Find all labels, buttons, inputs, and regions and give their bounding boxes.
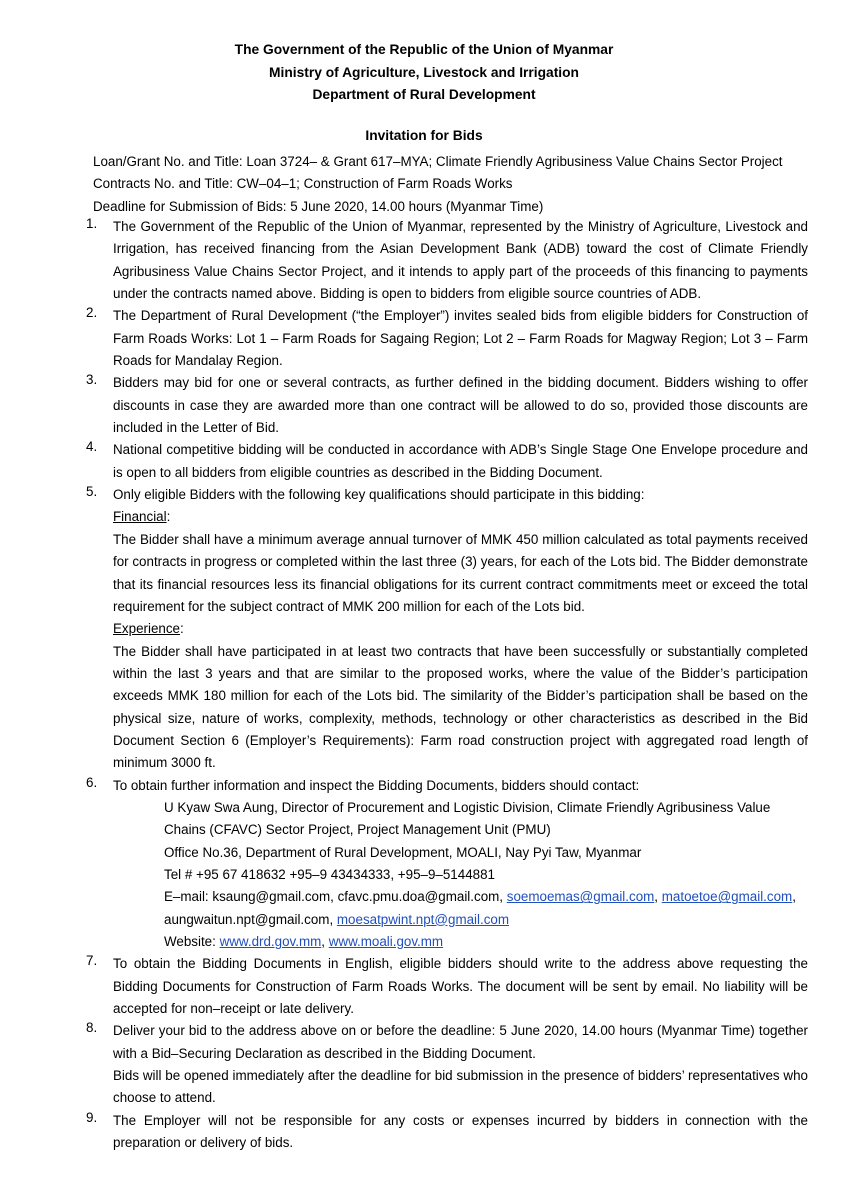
clause-text: The Government of the Republic of the Union of Myanmar, represented by the Ministry of Agriculture, Livestock and Irrigation, has received financing from the Asian Development Bank (ADB) toward the cost of Climate Friendly Agribusiness Value Chains Sector Project, and it intends to apply part of the proceeds of this financing to payments under the contracts named above. Bidding is open to bidders from eligible source countries of ADB. <box>113 219 808 302</box>
contact-block <box>113 797 808 953</box>
clause-number: 9. <box>86 1109 98 1125</box>
experience-label: Experience <box>113 621 180 637</box>
clause-text: Deliver your bid to the address above on or before the deadline: 5 June 2020, 14.00 hours (Myanmar Time) together with a Bid–Securing Declaration as described in the Bidding Document. <box>113 1023 808 1061</box>
financial-label: Financial <box>113 509 167 525</box>
clause-text: National competitive bidding will be conducted in accordance with ADB’s Single Stage One Envelope procedure and is open to all bidders from eligible countries as described in the Bidding Document. <box>113 442 808 480</box>
experience-text: The Bidder shall have participated in at least two contracts that have been successfully or substantially completed within the last 3 years and that are similar to the proposed works, where the value of the Bidder’s participation exceeds MMK 180 million for each of the Lots bid. The similarity of the Bidder’s participation shall be based on the physical size, nature of works, complexity, methods, technology or other characteristics as described in the Bid Document Section 6 (Employer’s Requirements): Farm road construction project with aggregated road length of minimum 3000 ft. <box>113 643 808 771</box>
bid-metadata <box>93 151 813 218</box>
clause-7 <box>80 953 808 1020</box>
clause-3 <box>80 372 808 439</box>
email-prefix: E–mail: ksaung@gmail.com, cfavc.pmu.doa@gmail.com, <box>164 889 507 905</box>
email-link-soemoemas[interactable]: soemoemas@gmail.com <box>506 889 655 905</box>
financial-heading: Financial: <box>113 509 171 525</box>
contact-phone: Tel # +95 67 418632 +95–9 43434333, +95–9–5144881 <box>164 866 495 882</box>
document-header <box>0 39 848 107</box>
website-link-moali[interactable]: www.moali.gov.mm <box>328 934 444 949</box>
clause-number: 1. <box>86 216 98 231</box>
header-department: Department of Rural Development <box>312 87 536 103</box>
website-link-drd[interactable]: www.drd.gov.mm <box>219 934 322 949</box>
clause-number: 4. <box>86 439 98 455</box>
contact-website-line: Website: www.drd.gov.mm, www.moali.gov.mm <box>164 934 444 949</box>
deadline-line: Deadline for Submission of Bids: 5 June 2020, 14.00 hours (Myanmar Time) <box>93 198 544 214</box>
clause-5 <box>80 484 808 774</box>
loan-grant-line: Loan/Grant No. and Title: Loan 3724– & Grant 617–MYA; Climate Friendly Agribusiness Value Chains Sector Project <box>93 154 783 169</box>
contact-unit: Chains (CFAVC) Sector Project, Project Management Unit (PMU) <box>164 822 551 838</box>
contact-email-line-1: E–mail: ksaung@gmail.com, cfavc.pmu.doa@gmail.com, soemoemas@gmail.com, matoetoe@gmail.com, <box>164 889 796 905</box>
clause-text-2: Bids will be opened immediately after the deadline for bid submission in the presence of bidders’ representatives who choose to attend. <box>113 1068 808 1106</box>
clause-number: 2. <box>86 305 98 321</box>
clause-number: 8. <box>86 1020 98 1036</box>
clause-text: To obtain the Bidding Documents in English, eligible bidders should write to the address above requesting the Bidding Documents for Construction of Farm Roads Works. The document will be sent by email. No liability will be accepted for non–receipt or late delivery. <box>113 956 808 1017</box>
clause-4 <box>80 439 808 484</box>
clause-text: Only eligible Bidders with the following key qualifications should participate in this bidding: <box>113 487 645 503</box>
document-title: Invitation for Bids <box>365 128 483 143</box>
header-ministry: Ministry of Agriculture, Livestock and Irrigation <box>269 64 579 80</box>
email-link-moesatpwint[interactable]: moesatpwint.npt@gmail.com <box>336 911 510 927</box>
clause-2 <box>80 305 808 372</box>
clause-list <box>80 216 808 1154</box>
clause-text: The Employer will not be responsible for any costs or expenses incurred by bidders in connection with the preparation or delivery of bids. <box>113 1112 808 1151</box>
clause-text: To obtain further information and inspect the Bidding Documents, bidders should contact: <box>113 777 640 793</box>
contact-email-line-2 <box>164 909 808 931</box>
header-government: The Government of the Republic of the Union of Myanmar <box>234 42 614 57</box>
experience-heading: Experience: <box>113 621 184 637</box>
email-prefix-2: aungwaitun.npt@gmail.com, <box>164 911 337 927</box>
contact-name: U Kyaw Swa Aung, Director of Procurement and Logistic Division, Climate Friendly Agribusiness Value <box>164 799 771 815</box>
contact-address: Office No.36, Department of Rural Development, MOALI, Nay Pyi Taw, Myanmar <box>164 844 642 860</box>
clause-9 <box>80 1110 808 1155</box>
email-link-matoetoe[interactable]: matoetoe@gmail.com <box>661 889 793 905</box>
contract-line: Contracts No. and Title: CW–04–1; Construction of Farm Roads Works <box>93 176 513 192</box>
clause-1 <box>80 216 808 305</box>
website-prefix: Website: <box>164 934 220 949</box>
clause-number: 5. <box>86 484 98 500</box>
clause-number: 3. <box>86 372 98 388</box>
clause-text: Bidders may bid for one or several contracts, as further defined in the bidding document. Bidders wishing to offer discounts in case they are awarded more than one contract will be allowed to do so, provided those discounts are included in the Letter of Bid. <box>113 375 808 436</box>
clause-number: 6. <box>86 774 98 790</box>
clause-8 <box>80 1020 808 1109</box>
clause-text: The Department of Rural Development (“the Employer”) invites sealed bids from eligible bidders for Construction of Farm Roads Works: Lot 1 – Farm Roads for Sagaing Region; Lot 2 – Farm Roads for Magway Region; Lot 3 – Farm Roads for Mandalay Region. <box>113 308 808 369</box>
clause-6 <box>80 775 808 954</box>
clause-number: 7. <box>86 953 98 969</box>
financial-text: The Bidder shall have a minimum average annual turnover of MMK 450 million calculated as total payments received for contracts in progress or completed within the last three (3) years, for each of the Lots bid. The Bidder demonstrate that its financial resources less its financial obligations for its current contract commitments meet or exceed the total requirement for the subject contract of MMK 200 million for each of the Lots bid. <box>113 531 808 614</box>
